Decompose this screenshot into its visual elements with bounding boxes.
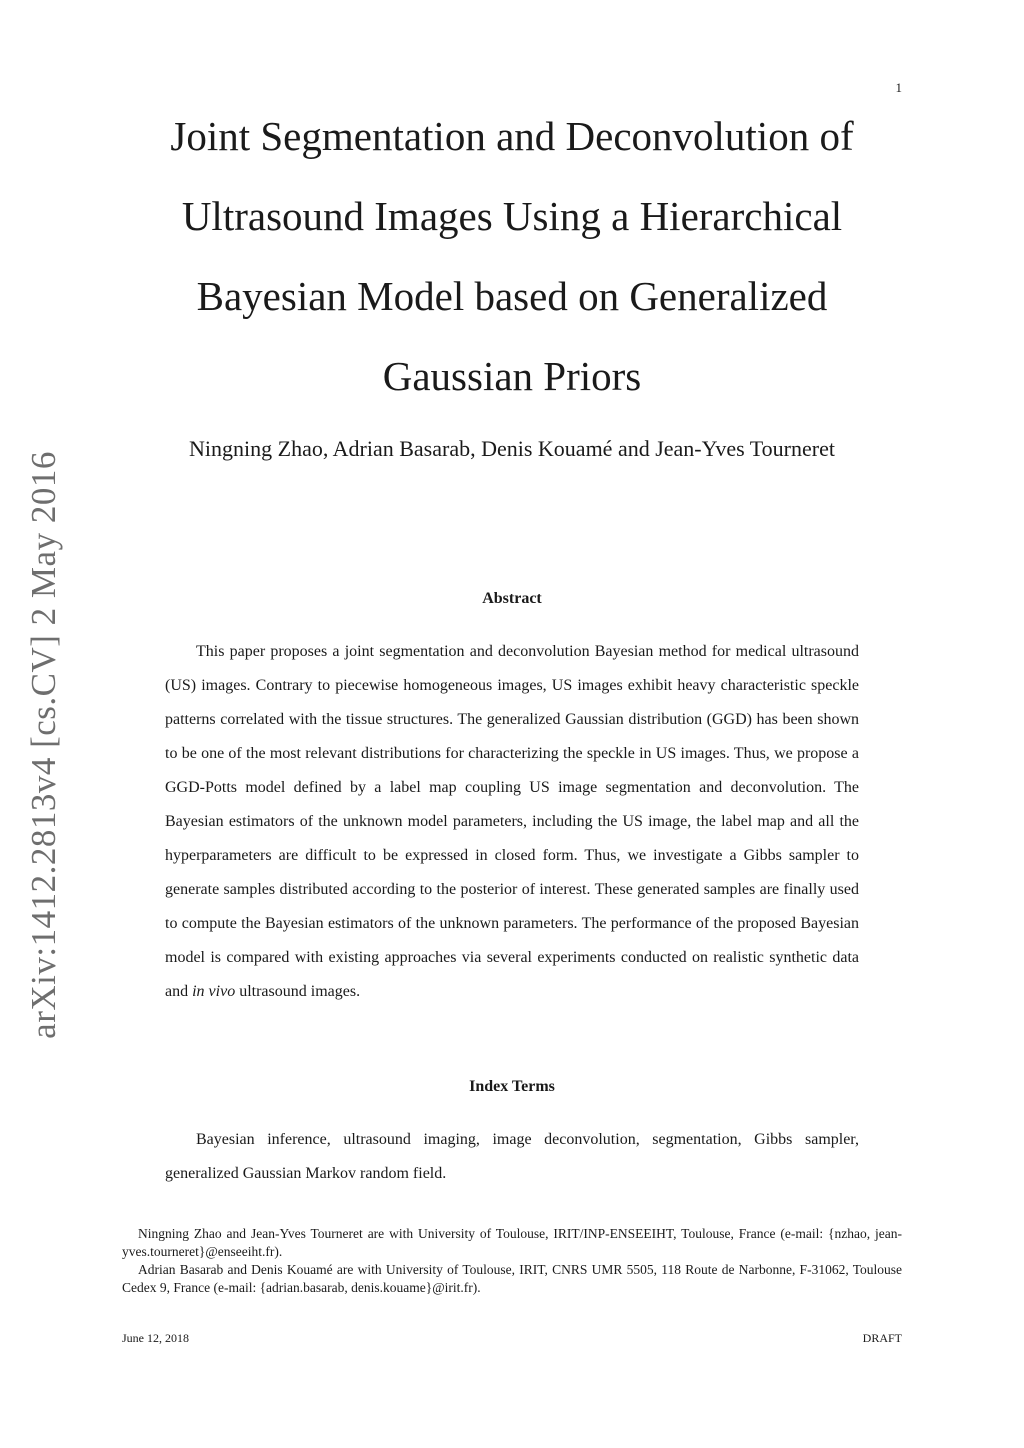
paper-title [110,96,914,416]
abstract-text-italic: in vivo [192,983,236,1000]
title-line-1: Joint Segmentation and Deconvolution of [170,113,854,159]
abstract-text-end: ultrasound images. [239,983,361,1000]
footnote-affiliation-1: Ningning Zhao and Jean-Yves Tourneret are with University of Toulouse, IRIT/INP-ENSEEIHT, Toulouse, France (e-mail: {nzhao, jean-yves.tourneret}@enseeiht.fr). [122,1226,902,1259]
page-number: 1 [895,80,902,95]
abstract-body [165,635,859,1009]
arxiv-identifier-stamp: arXiv:1412.2813v4 [cs.CV] 2 May 2016 [24,451,63,1039]
title-line-3: Bayesian Model based on Generalized [196,273,828,319]
footnote-affiliation-2: Adrian Basarab and Denis Kouamé are with University of Toulouse, IRIT, CNRS UMR 5505, 118 Route de Narbonne, F-31062, Toulouse Cedex 9, France (e-mail: {adrian.basarab, denis.kouame}@irit.fr). [122,1262,902,1295]
affiliation-footnotes [122,1225,902,1297]
footer-draft-label: DRAFT [862,1331,902,1345]
abstract-text-main: This paper proposes a joint segmentation and deconvolution Bayesian method for medical ultrasound (US) images. Contrary to piecewise homogeneous images, US images exhibit heavy characteristic speckle patterns correlated with the tissue structures. The generalized Gaussian distribution (GGD) has been shown to be one of the most relevant distributions for characterizing the speckle in US images. Thus, we propose a GGD-Potts model defined by a label map coupling US image segmentation and deconvolution. The Bayesian estimators of the unknown model parameters, including the US image, the label map and all the hyperparameters are difficult to be expressed in closed form. Thus, we investigate a Gibbs sampler to generate samples distributed according to the posterior of interest. These generated samples are finally used to compute the Bayesian estimators of the unknown parameters. The performance of the proposed Bayesian model is compared with existing approaches via several experiments conducted on realistic synthetic data and [165,643,859,1000]
author-list: Ningning Zhao, Adrian Basarab, Denis Kouamé and Jean-Yves Tourneret [189,436,835,461]
abstract-heading: Abstract [482,590,542,607]
title-line-2: Ultrasound Images Using a Hierarchical [181,193,843,239]
index-terms-heading: Index Terms [469,1078,555,1095]
footer-date: June 12, 2018 [122,1331,189,1345]
title-line-4: Gaussian Priors [382,353,642,399]
index-terms-body: Bayesian inference, ultrasound imaging, image deconvolution, segmentation, Gibbs sampler, generalized Gaussian Markov random field. [165,1131,859,1182]
